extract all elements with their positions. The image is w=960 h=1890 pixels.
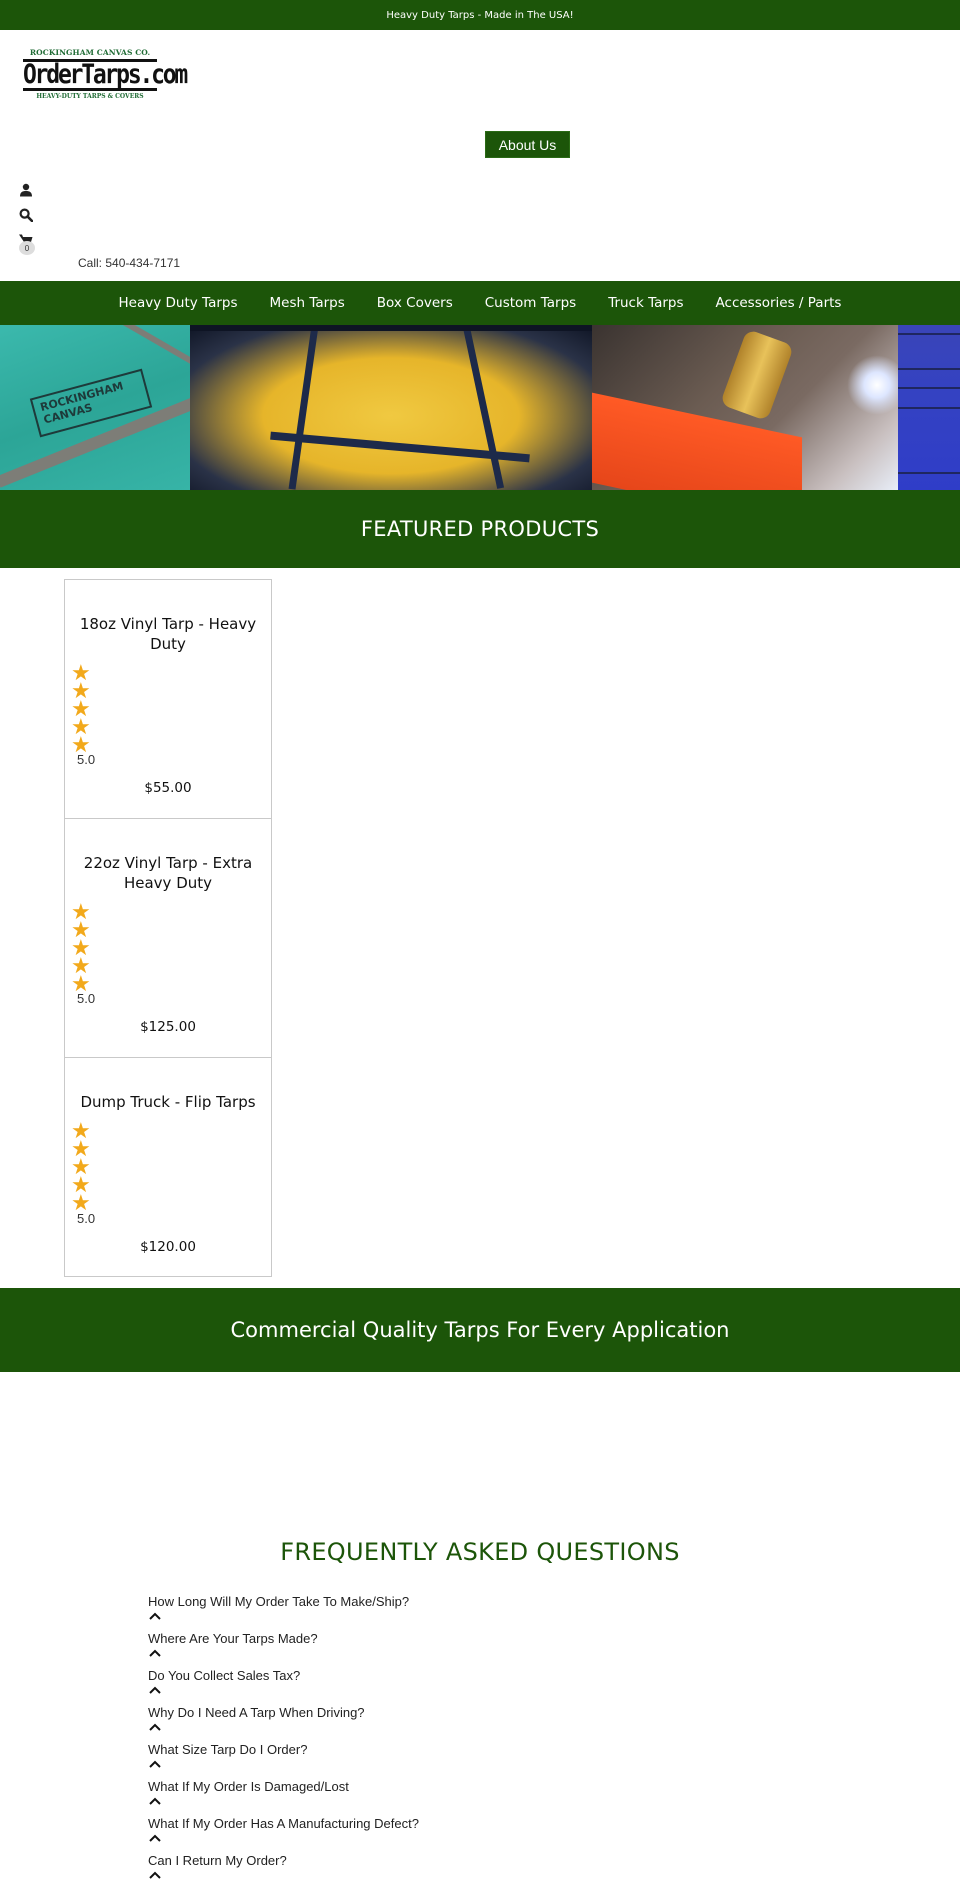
seam-graphic xyxy=(898,333,960,335)
yellow-tarp-photo xyxy=(190,325,592,490)
canvas-stamp-graphic: ROCKINGHAM CANVAS xyxy=(30,369,152,438)
logo-wordmark: OrderTarps.com xyxy=(23,60,187,90)
product-title[interactable]: 18oz Vinyl Tarp - Heavy Duty xyxy=(79,615,257,653)
nav-item-accessories-parts[interactable]: Accessories / Parts xyxy=(715,295,842,311)
star-icon: ★ xyxy=(71,1154,91,1179)
rating-value: 5.0 xyxy=(77,752,96,767)
faq-item[interactable] xyxy=(148,1705,848,1742)
seam-graphic xyxy=(898,472,960,474)
star-icon: ★ xyxy=(71,678,91,703)
seam-graphic xyxy=(898,368,960,370)
chevron-up-icon[interactable] xyxy=(148,1758,162,1770)
cart-count-badge: 0 xyxy=(19,241,35,255)
strap-graphic xyxy=(107,325,190,376)
product-card[interactable] xyxy=(64,1057,272,1277)
faq-heading: FREQUENTLY ASKED QUESTIONS xyxy=(280,1538,680,1566)
faq-list xyxy=(148,1594,848,1890)
product-price: $55.00 xyxy=(144,780,192,796)
product-price: $125.00 xyxy=(140,1019,196,1035)
faq-question[interactable]: Why Do I Need A Tarp When Driving? xyxy=(148,1705,365,1720)
seam-graphic xyxy=(898,407,960,409)
faq-question[interactable]: What If My Order Has A Manufacturing Defect? xyxy=(148,1816,419,1831)
seam-graphic xyxy=(898,387,960,389)
blue-tarp-photo xyxy=(898,325,960,490)
star-rating xyxy=(71,660,91,757)
chevron-up-icon[interactable] xyxy=(148,1869,162,1881)
section-title: FEATURED PRODUCTS xyxy=(360,517,600,541)
faq-item[interactable] xyxy=(148,1779,848,1816)
star-icon: ★ xyxy=(71,732,91,757)
faq-item[interactable] xyxy=(148,1853,848,1890)
product-title[interactable]: 22oz Vinyl Tarp - Extra Heavy Duty xyxy=(83,854,253,892)
about-us-button[interactable]: About Us xyxy=(485,131,570,158)
announcement-bar xyxy=(0,0,960,30)
banner-title: Commercial Quality Tarps For Every Application xyxy=(230,1318,730,1342)
star-icon: ★ xyxy=(71,1172,91,1197)
product-title[interactable]: Dump Truck - Flip Tarps xyxy=(80,1093,256,1111)
chevron-up-icon[interactable] xyxy=(148,1721,162,1733)
search-icon xyxy=(19,208,33,222)
faq-question[interactable]: What Size Tarp Do I Order? xyxy=(148,1742,308,1757)
strap-graphic xyxy=(289,325,319,489)
star-icon: ★ xyxy=(71,971,91,996)
announcement-text: Heavy Duty Tarps - Made in The USA! xyxy=(386,9,574,21)
teal-tarp-photo xyxy=(0,325,190,490)
account-button[interactable] xyxy=(16,180,36,200)
star-icon: ★ xyxy=(71,935,91,960)
faq-question[interactable]: How Long Will My Order Take To Make/Ship? xyxy=(148,1594,410,1609)
product-card[interactable] xyxy=(64,579,272,819)
star-icon: ★ xyxy=(71,917,91,942)
grommet-stack-graphic xyxy=(720,329,794,421)
nav-item-box-covers[interactable]: Box Covers xyxy=(376,295,453,311)
rating-value: 5.0 xyxy=(77,991,96,1006)
star-icon: ★ xyxy=(71,899,91,924)
chevron-up-icon[interactable] xyxy=(148,1647,162,1659)
star-rating xyxy=(71,1118,91,1215)
nav-item-heavy-duty-tarps[interactable]: Heavy Duty Tarps xyxy=(118,295,238,311)
featured-products-heading xyxy=(0,490,960,568)
search-button[interactable] xyxy=(16,205,36,225)
phone-number[interactable]: Call: 540-434-7171 xyxy=(78,256,181,270)
frame-graphic xyxy=(190,325,592,331)
logo-tagline: HEAVY-DUTY TARPS & COVERS xyxy=(36,93,144,100)
star-icon: ★ xyxy=(71,660,91,685)
site-logo[interactable] xyxy=(23,48,187,106)
faq-question[interactable]: What If My Order Is Damaged/Lost xyxy=(148,1779,349,1794)
star-icon: ★ xyxy=(71,1136,91,1161)
nav-item-mesh-tarps[interactable]: Mesh Tarps xyxy=(269,295,345,311)
nav-item-custom-tarps[interactable]: Custom Tarps xyxy=(484,295,577,311)
faq-item[interactable] xyxy=(148,1594,848,1631)
star-icon: ★ xyxy=(71,714,91,739)
product-card[interactable] xyxy=(64,818,272,1058)
nav-item-truck-tarps[interactable]: Truck Tarps xyxy=(608,295,684,311)
faq-question[interactable]: Do You Collect Sales Tax? xyxy=(148,1668,301,1683)
chevron-up-icon[interactable] xyxy=(148,1832,162,1844)
chevron-up-icon[interactable] xyxy=(148,1795,162,1807)
logo-company-name: ROCKINGHAM CANVAS CO. xyxy=(29,48,151,57)
commercial-quality-banner xyxy=(0,1288,960,1372)
faq-item[interactable] xyxy=(148,1816,848,1853)
strap-graphic xyxy=(463,326,504,489)
chevron-up-icon[interactable] xyxy=(148,1684,162,1696)
star-icon: ★ xyxy=(71,696,91,721)
product-price: $120.00 xyxy=(140,1239,196,1255)
rating-value: 5.0 xyxy=(77,1211,96,1226)
faq-question[interactable]: Where Are Your Tarps Made? xyxy=(148,1631,318,1646)
chevron-up-icon[interactable] xyxy=(148,1610,162,1622)
faq-item[interactable] xyxy=(148,1742,848,1779)
faq-question[interactable]: Can I Return My Order? xyxy=(148,1853,287,1868)
star-icon: ★ xyxy=(71,1190,91,1215)
grommet-machine-photo xyxy=(592,325,898,490)
star-icon: ★ xyxy=(71,1118,91,1143)
hero-banner xyxy=(0,325,960,490)
light-glow-graphic xyxy=(847,355,898,415)
faq-item[interactable] xyxy=(148,1631,848,1668)
faq-item[interactable] xyxy=(148,1668,848,1705)
star-icon: ★ xyxy=(71,953,91,978)
star-rating xyxy=(71,899,91,996)
main-nav xyxy=(0,281,960,325)
user-icon xyxy=(19,183,33,197)
